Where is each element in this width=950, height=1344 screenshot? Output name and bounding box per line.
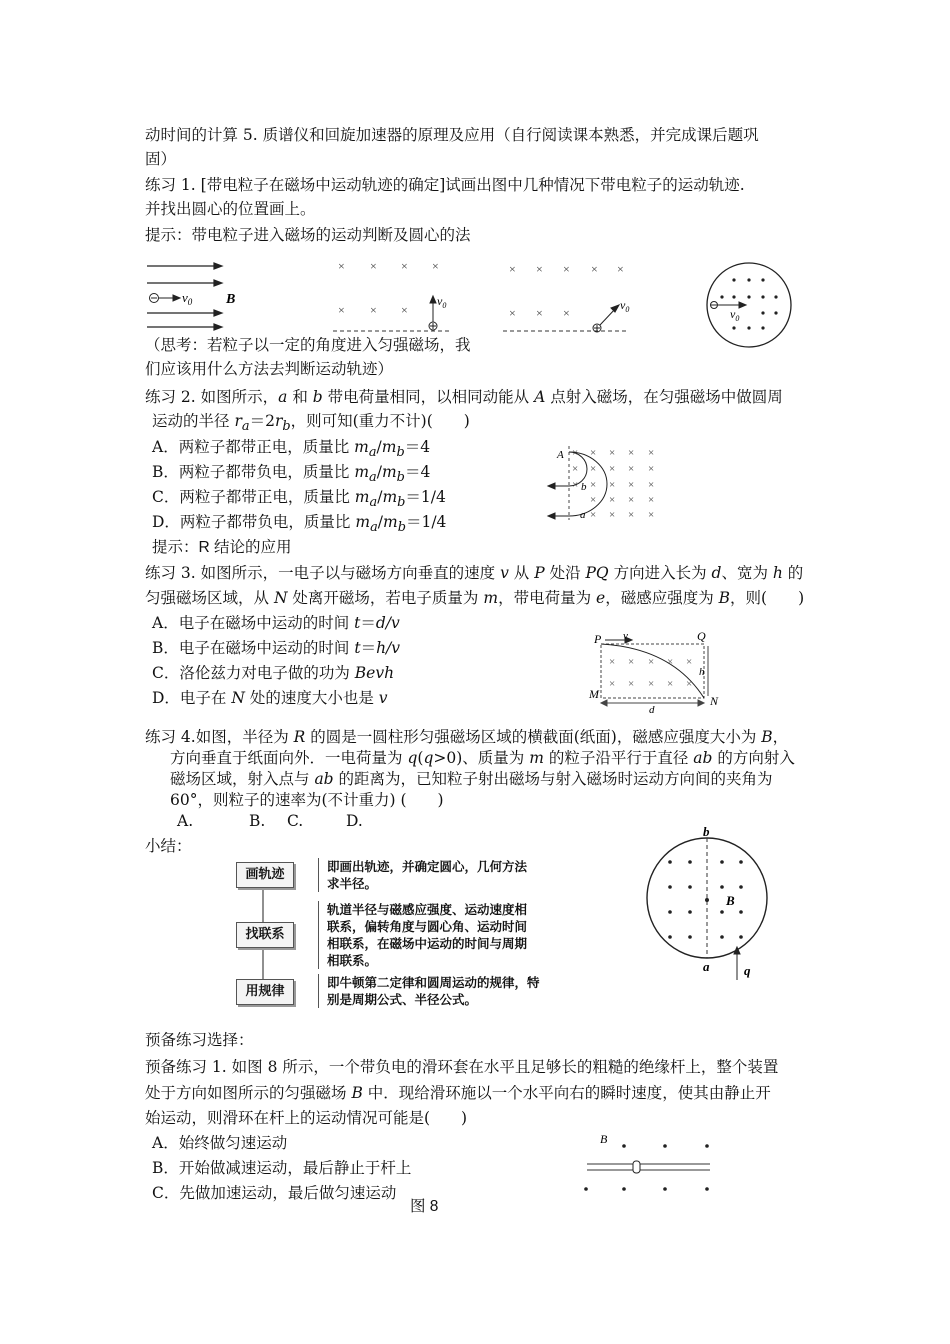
ex4-option-c[interactable]: C. <box>287 812 304 830</box>
svg-text:×: × <box>563 262 570 276</box>
ex2-option-d[interactable]: D．两粒子都带负电，质量比 $m_a/m_b=1/4$ <box>152 513 447 536</box>
svg-text:×: × <box>628 678 635 690</box>
ex1-think-2: 们应该用什么方法去判断运动轨迹） <box>145 360 394 378</box>
svg-text:×: × <box>572 479 579 491</box>
prep-line-3: 始运动，则滑环在杆上的运动情况可能是( ) <box>145 1109 468 1127</box>
svg-text:×: × <box>590 494 597 506</box>
flow-step-1-desc: 即画出轨迹，并确定圆心，几何方法求半径。 <box>318 858 532 892</box>
ex2-fig-A: A <box>557 449 564 461</box>
svg-text:×: × <box>370 259 377 273</box>
flow-step-2-desc: 轨道半径与磁感应强度、运动速度相联系，偏转角度与圆心角、运动时间相联系，在磁场中运动的时间与周期相联系。 <box>318 901 532 969</box>
ex1-title: 练习 1. [带电粒子在磁场中运动轨迹的确定]试画出图中几种情况下带电粒子的运动轨迹. <box>145 176 745 194</box>
ex3-option-d[interactable]: D．电子在 N 处的速度大小也是 v <box>152 689 388 707</box>
ex3-fig-Q: Q <box>697 629 706 643</box>
ex4-option-b[interactable]: B. <box>249 812 266 830</box>
svg-text:×: × <box>590 509 597 521</box>
prep-fig-B: B <box>600 1132 608 1146</box>
svg-text:×: × <box>667 678 674 690</box>
svg-text:×: × <box>338 303 345 317</box>
ex1-fig1-B: B <box>226 292 236 307</box>
prep-title: 预备练习选择： <box>145 1031 254 1049</box>
flow-step-2-box: 找联系 <box>236 922 294 948</box>
intro-line-2: 固） <box>145 150 177 168</box>
svg-text:×: × <box>509 262 516 276</box>
ex1-fig3-v0: $v_0$ <box>620 298 630 314</box>
ex4-fig-q: q <box>744 963 751 978</box>
prep-fig-dots <box>584 1144 709 1191</box>
svg-text:×: × <box>609 463 616 475</box>
svg-text:×: × <box>590 447 597 459</box>
svg-text:×: × <box>572 463 579 475</box>
ex1-fig1-v0: $v_0$ <box>182 290 193 307</box>
svg-text:×: × <box>563 306 570 320</box>
svg-text:×: × <box>432 259 439 273</box>
svg-text:×: × <box>401 303 408 317</box>
prep-option-c[interactable]: C．先做加速运动，最后做匀速运动 <box>152 1184 397 1202</box>
ex3-fig-h: h <box>699 666 705 678</box>
prep-option-a[interactable]: A．始终做匀速运动 <box>152 1134 288 1152</box>
svg-text:×: × <box>609 494 616 506</box>
svg-text:×: × <box>572 447 579 459</box>
ex4-line-4: 60°，则粒子的速率为(不计重力) ( ) <box>170 791 444 809</box>
ex4-line-2: 方向垂直于纸面向外．一电荷量为 q(q>0)、质量为 m 的粒子沿平行于直径 ab 的方向射入 <box>170 749 795 767</box>
svg-text:×: × <box>536 306 543 320</box>
svg-text:×: × <box>591 262 598 276</box>
svg-text:×: × <box>648 509 655 521</box>
ex2-line-2: 运动的半径 $r_a=2r_b$，则可知(重力不计)( ) <box>152 412 470 435</box>
svg-text:×: × <box>590 463 597 475</box>
ex4-title: 练习 4.如图，半径为 R 的圆是一圆柱形匀强磁场区域的横截面(纸面)，磁感应强度大小为 B， <box>145 728 789 746</box>
svg-text:×: × <box>628 447 635 459</box>
ex3-fig-v: v <box>623 630 628 642</box>
ex4-option-a[interactable]: A. <box>177 812 194 830</box>
ex2-title: 练习 2. 如图所示，a 和 b 带电荷量相同，以相同动能从 A 点射入磁场，在匀强磁场中做圆周 <box>145 388 783 406</box>
flow-step-3-desc: 即牛顿第二定律和圆周运动的规律，特别是周期公式、半径公式。 <box>318 974 542 1008</box>
svg-text:×: × <box>609 447 616 459</box>
prep-fig-rod <box>587 1164 710 1170</box>
prep-line-2: 处于方向如图所示的匀强磁场 B 中．现给滑环施以一个水平向右的瞬时速度，使其由静止开 <box>145 1084 771 1102</box>
ex3-fig-d: d <box>649 704 655 716</box>
svg-text:×: × <box>609 509 616 521</box>
svg-text:×: × <box>628 479 635 491</box>
ex3-option-a[interactable]: A．电子在磁场中运动的时间 t＝d/v <box>152 614 400 632</box>
ex3-fig-N: N <box>710 694 719 708</box>
svg-text:×: × <box>667 656 674 668</box>
ex4-fig-B: B <box>726 893 735 908</box>
ex3-fig-P: P <box>594 632 602 646</box>
flow-step-3-box: 用规律 <box>236 979 294 1005</box>
svg-text:×: × <box>509 306 516 320</box>
prep-figure-label: 图 8 <box>410 1198 439 1215</box>
ex1-fig4-v0: $v_0$ <box>730 307 740 323</box>
svg-text:×: × <box>648 479 655 491</box>
ex2-fig-a: a <box>580 509 586 521</box>
ex1-line-2: 并找出圆心的位置画上。 <box>145 200 316 218</box>
ex2-option-c[interactable]: C．两粒子都带正电，质量比 $m_a/m_b=1/4$ <box>152 488 446 511</box>
ex3-fig-M: M <box>589 687 599 701</box>
svg-text:×: × <box>628 656 635 668</box>
svg-text:×: × <box>648 656 655 668</box>
svg-text:×: × <box>628 494 635 506</box>
ex4-option-d[interactable]: D. <box>346 812 363 830</box>
ex3-option-c[interactable]: C．洛伦兹力对电子做的功为 Bevh <box>152 664 395 682</box>
ex2-hint: 提示：R 结论的应用 <box>152 539 292 556</box>
svg-text:×: × <box>609 656 616 668</box>
ex2-option-a[interactable]: A．两粒子都带正电，质量比 $m_a/m_b=4$ <box>152 438 431 461</box>
prep-line-1: 预备练习 1. 如图 8 所示，一个带负电的滑环套在水平且足够长的粗糙的绝缘杆上，整个装置 <box>145 1058 779 1076</box>
svg-text:×: × <box>648 678 655 690</box>
ex4-line-3: 磁场区域，射入点与 ab 的距离为，已知粒子射出磁场与射入磁场时运动方向间的夹角为 <box>170 770 773 788</box>
svg-text:×: × <box>686 656 693 668</box>
svg-text:×: × <box>648 494 655 506</box>
svg-text:×: × <box>628 463 635 475</box>
ex3-line-2: 匀强磁场区域，从 N 处离开磁场，若电子质量为 m，带电荷量为 e，磁感应强度为 B，则( ) <box>145 589 805 607</box>
svg-text:×: × <box>609 678 616 690</box>
svg-text:×: × <box>370 303 377 317</box>
ex1-think-1: （思考：若粒子以一定的角度进入匀强磁场，我 <box>145 336 471 354</box>
summary-label: 小结： <box>145 837 192 855</box>
ex4-fig-a: a <box>703 959 710 974</box>
svg-text:×: × <box>536 262 543 276</box>
svg-text:×: × <box>401 259 408 273</box>
ex3-title: 练习 3. 如图所示，一电子以与磁场方向垂直的速度 v 从 P 处沿 PQ 方向进入长为 d、宽为 h 的 <box>145 564 804 582</box>
svg-text:×: × <box>648 463 655 475</box>
svg-text:×: × <box>609 479 616 491</box>
prep-fig-slide-ring <box>633 1161 640 1173</box>
ex3-option-b[interactable]: B．电子在磁场中运动的时间 t＝h/v <box>152 639 401 657</box>
svg-text:×: × <box>338 259 345 273</box>
ex2-option-b[interactable]: B．两粒子都带负电，质量比 $m_a/m_b=4$ <box>152 463 431 486</box>
ex1-fig2-v0: $v_0$ <box>437 294 447 310</box>
ex2-fig-b: b <box>581 481 587 493</box>
ex4-fig-b: b <box>703 824 710 839</box>
ex1-hint: 提示：带电粒子进入磁场的运动判断及圆心的法 <box>145 226 471 244</box>
intro-line-1: 动时间的计算 5. 质谱仪和回旋加速器的原理及应用（自行阅读课本熟悉，并完成课后题巩 <box>145 126 759 144</box>
svg-text:×: × <box>590 479 597 491</box>
prep-option-b[interactable]: B．开始做减速运动，最后静止于杆上 <box>152 1159 412 1177</box>
svg-text:×: × <box>686 678 693 690</box>
svg-text:×: × <box>648 447 655 459</box>
flow-step-1-box: 画轨迹 <box>236 862 294 888</box>
svg-text:×: × <box>617 262 624 276</box>
svg-text:×: × <box>628 509 635 521</box>
